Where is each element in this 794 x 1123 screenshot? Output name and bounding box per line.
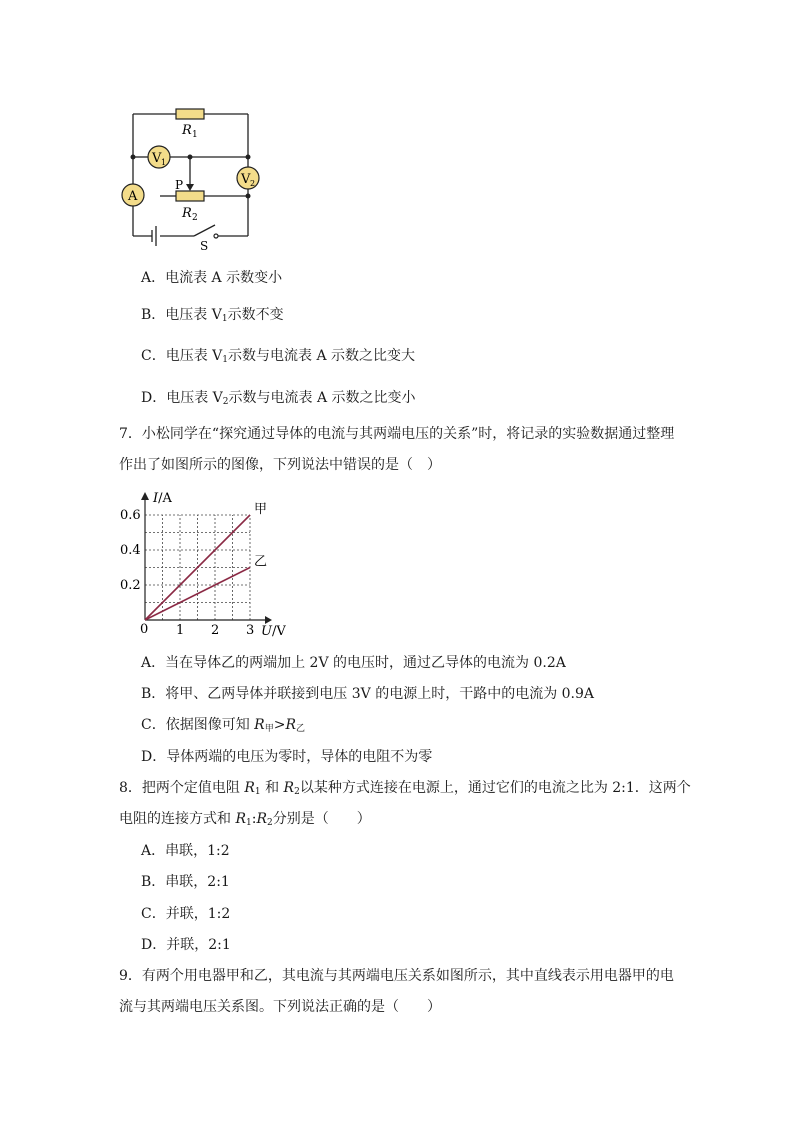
q8-stem-line1: 8．把两个定值电阻 $R_1$ 和 $R_2$以某种方式连接在电源上，通过它们的电流之比为 2:1．这两个 — [119, 780, 691, 797]
q9-stem-line2: 流与其两端电压关系图。下列说法正确的是（ ） — [119, 999, 441, 1015]
r1-label: R — [182, 123, 192, 138]
q9-stem-line1: 9．有两个用电器甲和乙，其电流与其两端电压关系如图所示，其中直线表示用电器甲的电 — [119, 968, 674, 984]
r2-label: R — [182, 206, 192, 221]
svg-text:2: 2 — [192, 213, 198, 223]
x-tick-label: 2 — [211, 623, 220, 638]
q6-option-a: A．电流表 A 示数变小 — [141, 270, 283, 286]
svg-text:1: 1 — [192, 130, 198, 140]
q8-option-b: B．串联，2:1 — [141, 874, 230, 890]
x-axis-var: U — [261, 624, 272, 639]
voltmeter-v1-label: V — [152, 151, 162, 166]
q7-option-d: D．导体两端的电压为零时，导体的电阻不为零 — [141, 749, 433, 765]
q7-stem-line1: 7．小松同学在“探究通过导体的电流与其两端电压的关系”时，将记录的实验数据通过整理 — [119, 426, 675, 442]
y-tick-label: 0.2 — [120, 578, 141, 593]
q7-option-c: C．依据图像可知 $R_甲>R_乙$ — [141, 717, 306, 734]
x-tick-label: 3 — [246, 623, 255, 638]
y-tick-label: 0.6 — [120, 508, 141, 523]
q7-option-a: A．当在导体乙的两端加上 2V 的电压时，通过乙导体的电流为 0.2A — [141, 655, 566, 671]
svg-text:U/V — [261, 624, 286, 639]
svg-text:I/A — [152, 491, 173, 506]
switch-label: S — [200, 239, 209, 253]
svg-text:1: 1 — [161, 158, 167, 167]
q8-option-c: C．并联，1:2 — [141, 906, 231, 922]
q8-option-d: D．并联，2:1 — [141, 937, 231, 953]
series-label-1: 乙 — [254, 554, 268, 570]
y-axis-var: I — [153, 491, 159, 506]
q7-stem-line2: 作出了如图所示的图像，下列说法中错误的是（ ） — [119, 457, 441, 473]
ammeter-label: A — [128, 189, 138, 204]
origin-label: 0 — [140, 622, 149, 637]
q6-option-d: D．电压表 $V_2$示数与电流表 A 示数之比变小 — [141, 390, 416, 407]
iv-chart — [115, 488, 305, 643]
q6-option-c: C．电压表 $V_1$示数与电流表 A 示数之比变大 — [141, 348, 416, 365]
y-axis-unit: /A — [158, 491, 172, 506]
svg-text:2: 2 — [250, 179, 256, 188]
q8-stem-line2: 电阻的连接方式和 $R_1:R_2$分别是（ ） — [119, 811, 371, 828]
slider-label: P — [175, 178, 184, 192]
circuit-diagram — [110, 100, 280, 260]
x-tick-label: 1 — [176, 623, 185, 638]
series-label-0: 甲 — [254, 502, 268, 517]
y-tick-label: 0.4 — [120, 543, 141, 558]
voltmeter-v2-label: V — [241, 172, 251, 187]
q6-option-b: B．电压表 $V_1$示数不变 — [141, 307, 284, 324]
x-axis-unit: /V — [271, 624, 286, 639]
q8-option-a: A．串联，1:2 — [141, 843, 230, 859]
q7-option-b: B．将甲、乙两导体并联接到电压 3V 的电源上时，干路中的电流为 0.9A — [141, 686, 595, 702]
